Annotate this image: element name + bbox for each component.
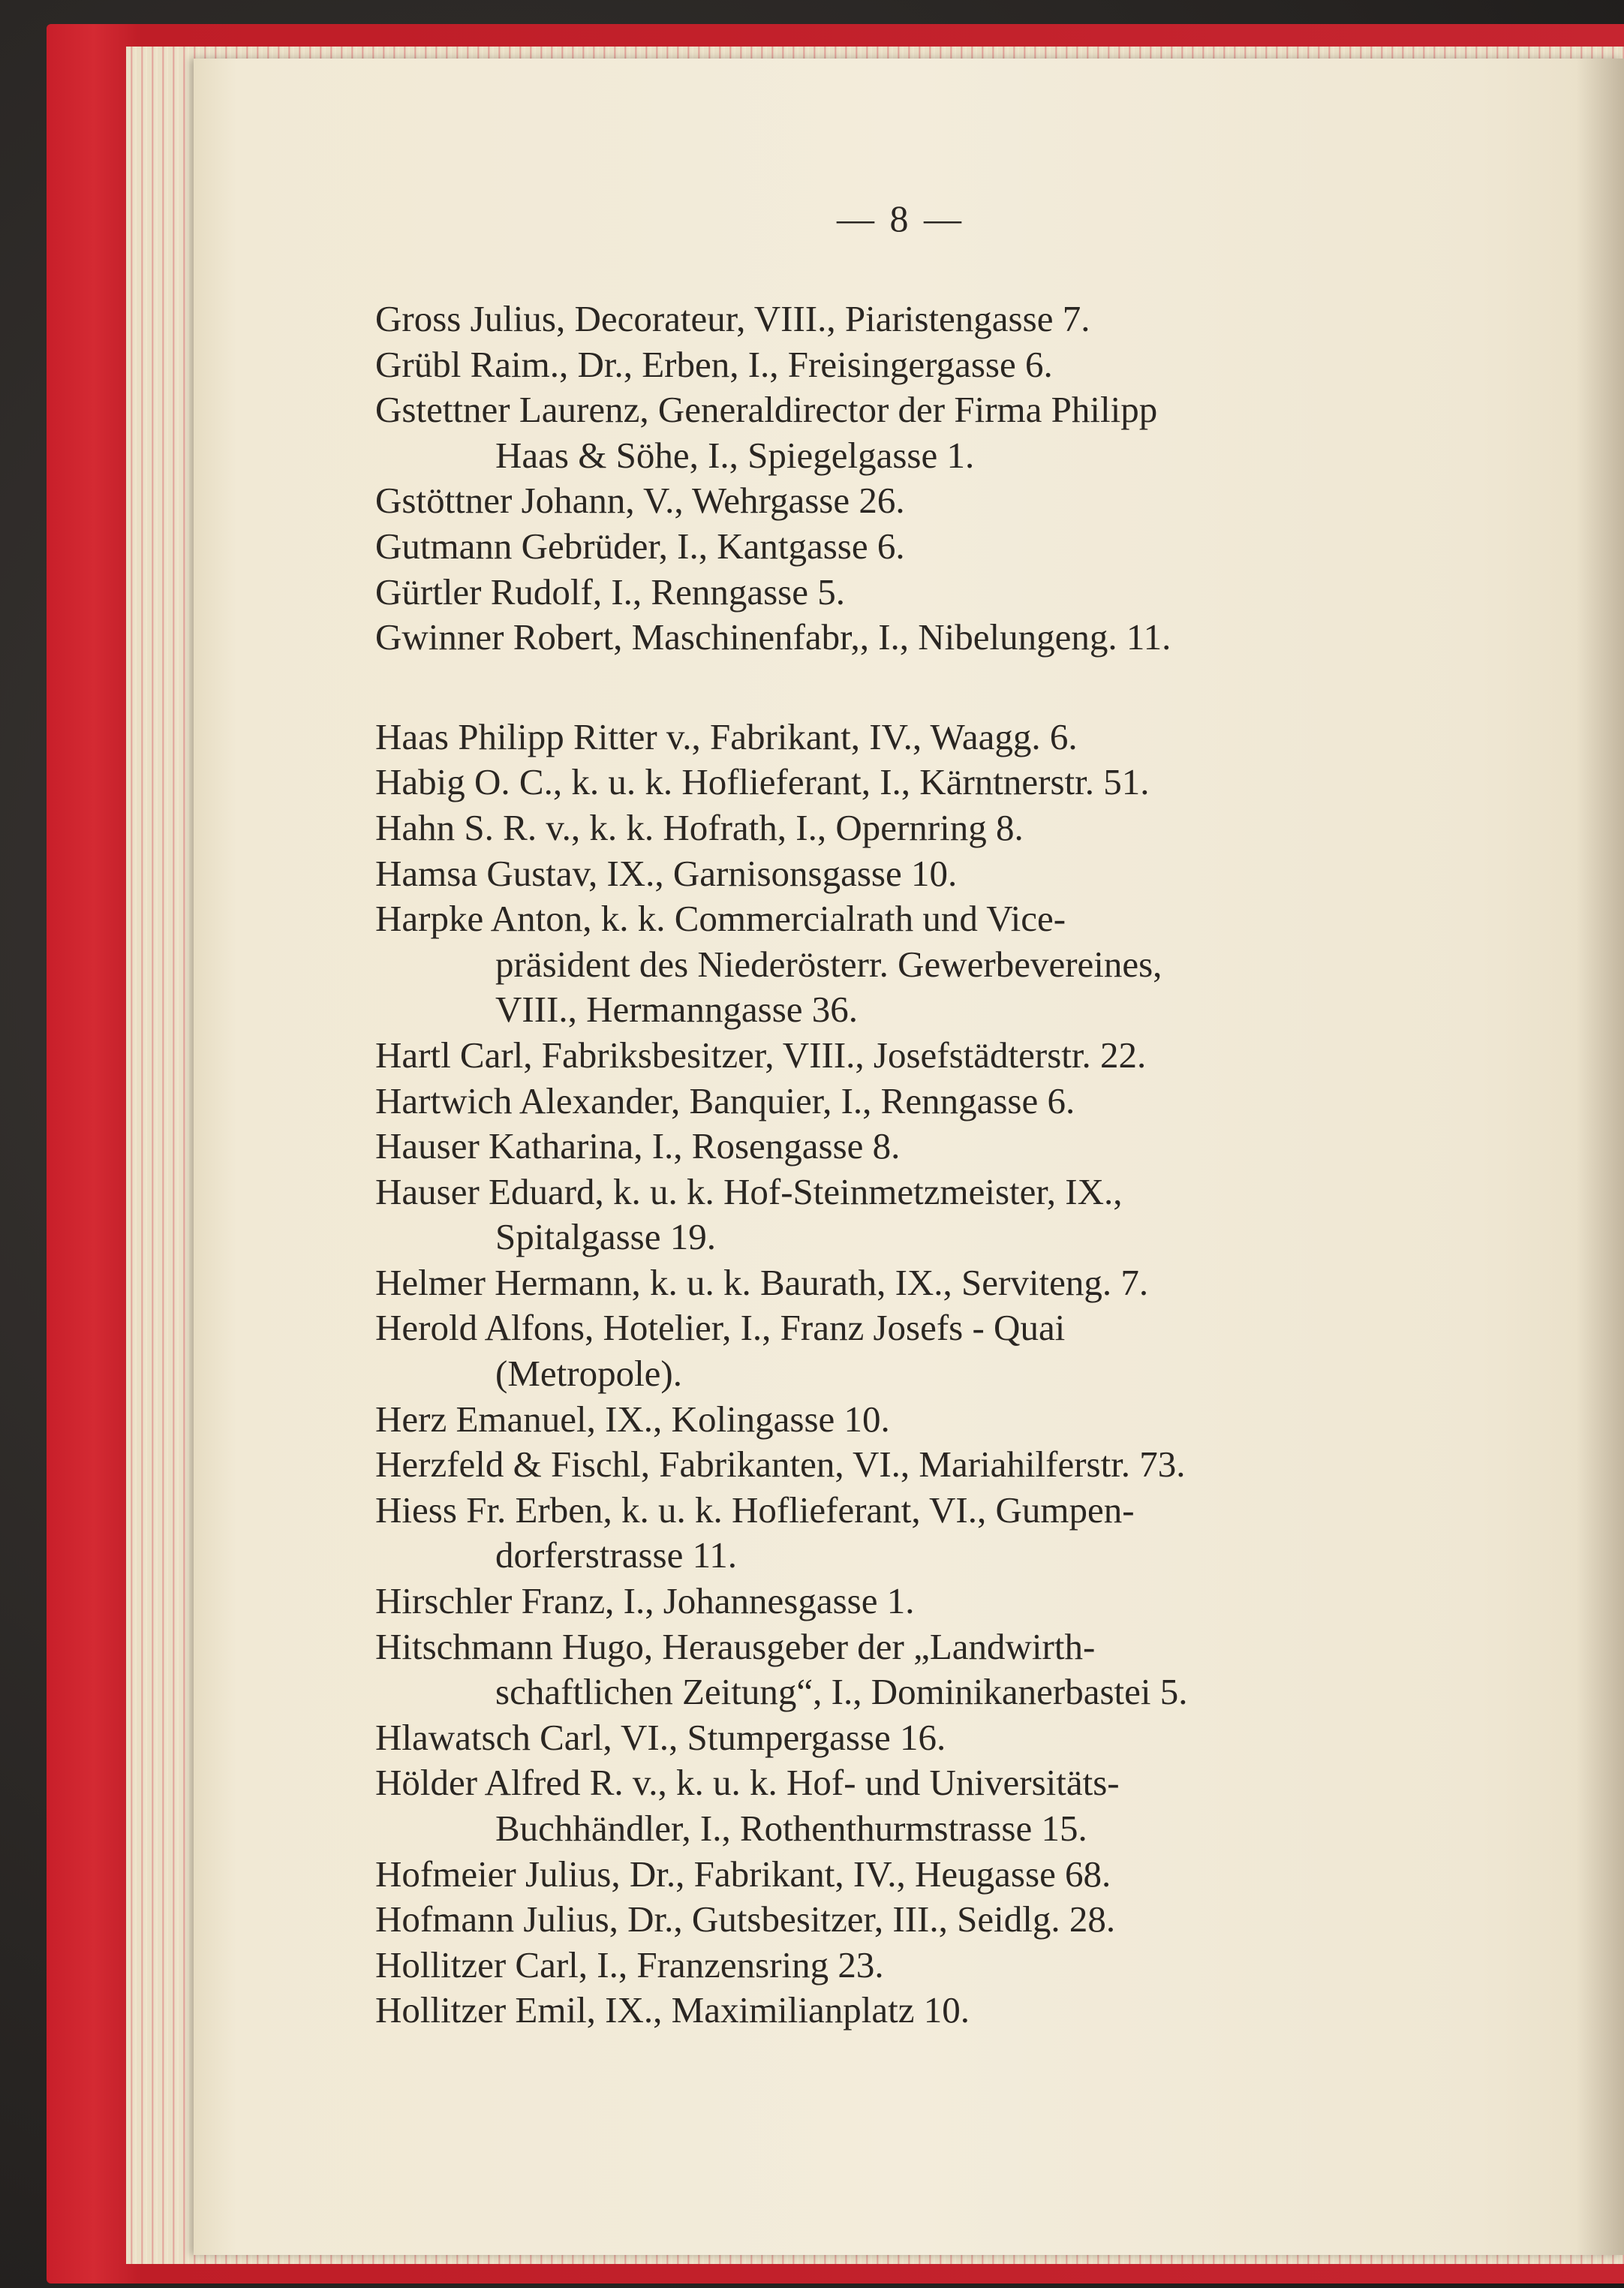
directory-entry [375, 1943, 1456, 1988]
entry-line: Hofmeier Julius, Dr., Fabrikant, IV., Heugasse 68. [375, 1853, 1111, 1895]
section-spacer [375, 661, 1456, 715]
entry-line: Harpke Anton, k. k. Commercialrath und Vice- [375, 898, 1066, 940]
entry-line: Hiess Fr. Erben, k. u. k. Hoflieferant, VI., Gumpen- [375, 1489, 1135, 1531]
entry-line: Grübl Raim., Dr., Erben, I., Freisingergasse 6. [375, 343, 1053, 385]
directory-entry [375, 615, 1456, 661]
entry-continuation-line: dorferstrasse 11. [495, 1534, 738, 1576]
entry-line: Gross Julius, Decorateur, VIII., Piaristengasse 7. [375, 298, 1090, 339]
directory-entry [375, 1579, 1456, 1624]
directory-entry [375, 1033, 1456, 1079]
entry-continuation-line: VIII., Hermanngasse 36. [495, 989, 859, 1031]
page-gutter-shadow [1576, 59, 1624, 2255]
directory-list [375, 297, 1456, 2034]
directory-entry [375, 1760, 1456, 1851]
entry-continuation-line: präsident des Niederösterr. Gewerbevereines, [495, 943, 1162, 985]
entry-line: Haas Philipp Ritter v., Fabrikant, IV., Waagg. 6. [375, 715, 1078, 757]
directory-entry [375, 1124, 1456, 1170]
entry-line: Helmer Hermann, k. u. k. Baurath, IX., Serviteng. 7. [375, 1261, 1149, 1303]
entry-line: Hartwich Alexander, Banquier, I., Renngasse 6. [375, 1079, 1075, 1121]
entry-line: Hartl Carl, Fabriksbesitzer, VIII., Josefstädterstr. 22. [375, 1034, 1147, 1076]
entry-line: Hirschler Franz, I., Johannesgasse 1. [375, 1580, 915, 1622]
entry-line: Hölder Alfred R. v., k. u. k. Hof- und Universitäts- [375, 1762, 1120, 1804]
directory-entry [375, 760, 1456, 805]
entry-line: Hofmann Julius, Dr., Gutsbesitzer, III., Seidlg. 28. [375, 1898, 1116, 1940]
directory-entry [375, 1715, 1456, 1761]
directory-entry [375, 1488, 1456, 1579]
entry-line: Gutmann Gebrüder, I., Kantgasse 6. [375, 525, 905, 567]
entry-line: Gürtler Rudolf, I., Renngasse 5. [375, 570, 845, 613]
entry-continuation-line: Buchhändler, I., Rothenthurmstrasse 15. [495, 1808, 1087, 1849]
page-number: — 8 — [837, 197, 964, 239]
entry-line: Herzfeld & Fischl, Fabrikanten, VI., Mariahilferstr. 73. [375, 1444, 1186, 1486]
entry-line: Hitschmann Hugo, Herausgeber der „Landwirth- [375, 1625, 1096, 1667]
entry-line: Herold Alfons, Hotelier, I., Franz Josefs - Quai [375, 1307, 1066, 1349]
entry-line: Hauser Eduard, k. u. k. Hof-Steinmetzmeister, IX., [375, 1170, 1123, 1212]
directory-entry [375, 387, 1456, 478]
entry-continuation-line: Haas & Söhe, I., Spiegelgasse 1. [495, 434, 975, 476]
directory-entry [375, 896, 1456, 1033]
entry-continuation-line: Spitalgasse 19. [495, 1216, 716, 1258]
entry-line: Hollitzer Emil, IX., Maximilianplatz 10. [375, 1989, 970, 2031]
entry-line: Hollitzer Carl, I., Franzensring 23. [375, 1943, 884, 1985]
directory-entry [375, 715, 1456, 760]
directory-entry [375, 524, 1456, 570]
directory-entry [375, 1305, 1456, 1396]
directory-entry [375, 1624, 1456, 1715]
directory-entry [375, 1442, 1456, 1488]
directory-entry [375, 1988, 1456, 2034]
directory-entry [375, 1260, 1456, 1306]
directory-entry [375, 1897, 1456, 1943]
entry-line: Habig O. C., k. u. k. Hoflieferant, I., Kärntnerstr. 51. [375, 761, 1150, 803]
entry-line: Hauser Katharina, I., Rosengasse 8. [375, 1125, 901, 1167]
entry-line: Herz Emanuel, IX., Kolingasse 10. [375, 1398, 890, 1440]
directory-entry [375, 805, 1456, 851]
entry-continuation-line: (Metropole). [495, 1353, 682, 1395]
directory-entry [375, 1397, 1456, 1443]
entry-line: Gstettner Laurenz, Generaldirector der Firma Philipp [375, 389, 1158, 431]
entry-line: Hahn S. R. v., k. k. Hofrath, I., Opernring 8. [375, 806, 1024, 848]
entry-line: Gwinner Robert, Maschinenfabr,, I., Nibelungeng. 11. [375, 616, 1171, 658]
directory-entry [375, 297, 1456, 342]
entry-line: Gstöttner Johann, V., Wehrgasse 26. [375, 480, 905, 522]
entry-continuation-line: schaftlichen Zeitung“, I., Dominikanerbastei 5. [495, 1671, 1188, 1713]
directory-entry [375, 1170, 1456, 1260]
entry-line: Hlawatsch Carl, VI., Stumpergasse 16. [375, 1716, 946, 1758]
directory-entry [375, 342, 1456, 388]
directory-entry [375, 1079, 1456, 1124]
directory-entry [375, 570, 1456, 616]
entry-line: Hamsa Gustav, IX., Garnisonsgasse 10. [375, 852, 958, 894]
directory-entry [375, 851, 1456, 897]
directory-entry [375, 1852, 1456, 1898]
directory-entry [375, 478, 1456, 524]
